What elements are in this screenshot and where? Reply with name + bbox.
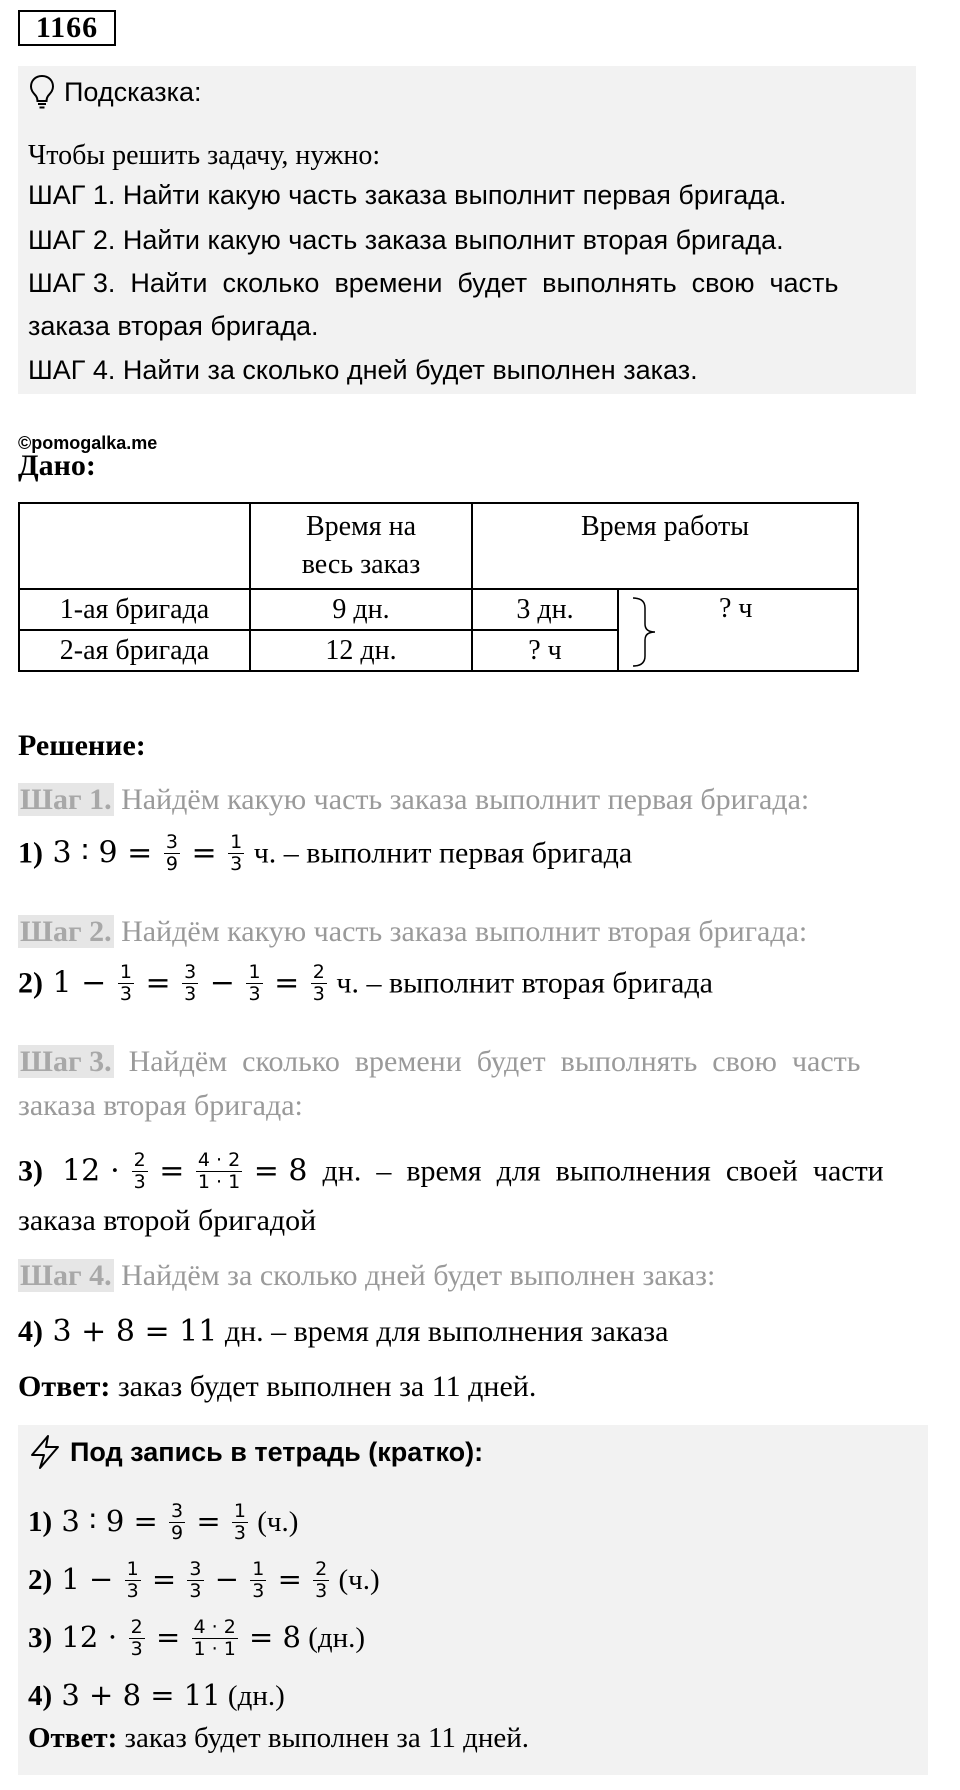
hint-intro: Чтобы решить задачу, нужно: (28, 140, 381, 171)
line-tail: (дн.) (220, 1680, 285, 1712)
notes-line-1 (28, 1499, 299, 1545)
fraction (228, 833, 244, 874)
step-4 (18, 1258, 715, 1294)
lightbulb-icon (28, 74, 56, 110)
fraction (192, 1615, 238, 1660)
math-text: = 8 (239, 1620, 301, 1654)
line-number: 1) (28, 1506, 53, 1538)
fraction (187, 1557, 203, 1602)
total-cell: 12 дн. (250, 630, 472, 671)
given-title: Дано: (18, 449, 96, 482)
math-text: 12 ⋅ (43, 1153, 130, 1189)
table-header-row (19, 503, 858, 589)
hint-title: Подсказка: (64, 76, 202, 107)
hint-step-3-cont: заказа вторая бригада. (28, 311, 319, 341)
numerator: 1 (252, 1557, 265, 1580)
line-tail: ч. – выполнит первая бригада (246, 836, 633, 870)
math-text: = (264, 965, 309, 1001)
table-cell-empty (19, 503, 250, 589)
denominator: 3 (130, 1637, 143, 1660)
line-tail: (ч.) (249, 1506, 299, 1538)
notes-title: Под запись в тетрадь (кратко): (70, 1436, 484, 1467)
line-number: 3) (18, 1154, 43, 1188)
step-3 (18, 1044, 860, 1080)
fraction (232, 1499, 248, 1544)
brace-icon (629, 596, 659, 668)
numerator: 2 (130, 1615, 143, 1638)
solution-line-1 (18, 831, 633, 876)
solution-title: Решение: (18, 729, 146, 762)
math-text: − (205, 1562, 249, 1596)
math-text: = (142, 1562, 186, 1596)
combined-value: ? ч (719, 593, 753, 624)
fraction (129, 1615, 145, 1660)
step-text: Найдём какую часть заказа выполнит вторая бригада: (113, 915, 808, 948)
numerator: 3 (184, 961, 197, 983)
fraction (311, 963, 327, 1004)
answer-text: заказ будет выполнен за 11 дней. (110, 1370, 537, 1403)
fraction (246, 963, 262, 1004)
denominator: 3 (315, 1579, 328, 1602)
numerator: 1 (126, 1557, 139, 1580)
hint-step-1 (28, 177, 787, 213)
notes-answer (28, 1720, 529, 1756)
header-line: весь заказ (301, 549, 421, 580)
numerator: 3 (171, 1499, 184, 1522)
denominator: 3 (252, 1579, 265, 1602)
table-header-work: Время работы (472, 503, 858, 589)
numerator: 4 ⋅ 2 (197, 1149, 241, 1171)
line-number: 3) (28, 1622, 53, 1654)
hint-step-4 (28, 352, 698, 388)
line-number: 1) (18, 836, 43, 870)
notes-line-4 (28, 1677, 285, 1714)
table-row (19, 589, 858, 630)
denominator: 3 (133, 1171, 146, 1193)
step-3-cont: заказа вторая бригада: (18, 1089, 303, 1122)
math-text: 3 + 8 = 11 (52, 1678, 221, 1712)
denominator: 1 ⋅ 1 (193, 1637, 236, 1660)
line-number: 4) (18, 1315, 43, 1348)
notes-header (28, 1432, 483, 1472)
step-2 (18, 914, 807, 950)
work-cell: 3 дн. (472, 589, 618, 630)
math-text: 1 − (52, 1562, 123, 1596)
numerator: 1 (230, 831, 243, 853)
step-text: Найдём за сколько дней будет выполнен заказ: (113, 1259, 716, 1292)
step-label: Шаг 2. (20, 915, 112, 948)
step-label: Шаг 3. (20, 1045, 112, 1078)
line-tail: (ч.) (331, 1564, 380, 1596)
step-text: Найдём сколько времени будет выполнять свою часть (113, 1045, 861, 1078)
fraction (118, 963, 134, 1004)
hint-step-label: ШАГ 4. (28, 355, 116, 385)
fraction (250, 1557, 266, 1602)
header-line: Время на (305, 511, 417, 542)
fraction (164, 833, 180, 874)
line-tail: ч. – выполнит вторая бригада (328, 966, 713, 1000)
team-cell: 1-ая бригада (19, 589, 250, 630)
denominator: 3 (312, 983, 325, 1005)
answer-label: Ответ: (18, 1370, 111, 1403)
numerator: 4 ⋅ 2 (193, 1615, 236, 1638)
total-cell: 9 дн. (250, 589, 472, 630)
fraction (132, 1151, 148, 1192)
hint-step-label: ШАГ 1. (28, 180, 116, 210)
denominator: 9 (171, 1521, 184, 1544)
line-number: 2) (28, 1564, 53, 1596)
line-number: 2) (18, 966, 43, 1000)
step-label: Шаг 1. (20, 783, 112, 816)
hint-step-text: Найти какую часть заказа выполнит первая бригада. (115, 180, 787, 210)
math-text: − (200, 965, 245, 1001)
line-tail: дн. – время для выполнения заказа (217, 1315, 669, 1348)
answer-label: Ответ: (28, 1722, 118, 1754)
numerator: 3 (189, 1557, 202, 1580)
denominator: 1 ⋅ 1 (197, 1171, 241, 1193)
hint-header (28, 72, 202, 112)
numerator: 1 (248, 961, 261, 983)
math-text: 12 ⋅ (52, 1620, 127, 1654)
numerator: 2 (133, 1149, 146, 1171)
hint-step-text: Найти какую часть заказа выполнит вторая бригада. (115, 225, 784, 255)
fraction (196, 1151, 242, 1192)
denominator: 9 (165, 853, 178, 875)
fraction (313, 1557, 329, 1602)
solution-line-2 (18, 961, 713, 1006)
work-cell: ? ч (472, 630, 618, 671)
numerator: 2 (312, 961, 325, 983)
answer-text: заказ будет выполнен за 11 дней. (117, 1722, 530, 1754)
hint-step-label: ШАГ 3. (28, 268, 116, 298)
solution-line-4 (18, 1314, 668, 1350)
notes-line-2 (28, 1557, 380, 1603)
lightning-icon (28, 1434, 62, 1470)
math-text: 3 + 8 = 11 (43, 1314, 218, 1349)
solution-line-3 (18, 1149, 884, 1194)
denominator: 3 (119, 983, 132, 1005)
numerator: 1 (119, 961, 132, 983)
denominator: 3 (126, 1579, 139, 1602)
fraction (125, 1557, 141, 1602)
step-label: Шаг 4. (20, 1259, 112, 1292)
hint-step-text: Найти за сколько дней будет выполнен заказ. (115, 355, 698, 385)
step-1 (18, 782, 809, 818)
fraction (182, 963, 198, 1004)
math-text: 1 − (43, 965, 116, 1001)
step-text: Найдём какую часть заказа выполнит первая бригада: (113, 783, 810, 816)
math-text: = (135, 965, 181, 1001)
fraction (169, 1499, 185, 1544)
hint-step-text: Найти сколько времени будет выполнять свою часть (115, 268, 839, 298)
math-text: = (146, 1620, 190, 1654)
watermark: ©pomogalka.me (18, 433, 158, 453)
team-cell: 2-ая бригада (19, 630, 250, 671)
combined-cell (618, 589, 858, 671)
denominator: 3 (230, 853, 243, 875)
numerator: 1 (233, 1499, 246, 1522)
math-text: = 8 (244, 1153, 308, 1189)
task-number: 1166 (18, 10, 116, 46)
solution-answer (18, 1369, 536, 1405)
hint-step-3 (28, 265, 838, 301)
denominator: 3 (248, 983, 261, 1005)
math-text: = (268, 1562, 312, 1596)
math-text: = (181, 835, 227, 871)
line-number: 4) (28, 1680, 53, 1712)
math-text: = (149, 1153, 194, 1189)
notes-line-3 (28, 1615, 366, 1661)
denominator: 3 (184, 983, 197, 1005)
denominator: 3 (189, 1579, 202, 1602)
math-text: 3 ∶ 9 = (52, 1504, 168, 1538)
math-text: 3 ∶ 9 = (43, 835, 162, 871)
numerator: 2 (315, 1557, 328, 1580)
line-tail: дн. – время для выполнения своей части (307, 1154, 884, 1188)
solution-line-3-cont: заказа второй бригадой (18, 1204, 317, 1237)
given-table (18, 502, 859, 672)
hint-step-label: ШАГ 2. (28, 225, 116, 255)
math-text: = (187, 1504, 230, 1538)
table-header-total (250, 503, 472, 589)
denominator: 3 (233, 1521, 246, 1544)
line-tail: (дн.) (300, 1622, 366, 1654)
hint-step-2 (28, 222, 784, 258)
numerator: 3 (165, 831, 178, 853)
